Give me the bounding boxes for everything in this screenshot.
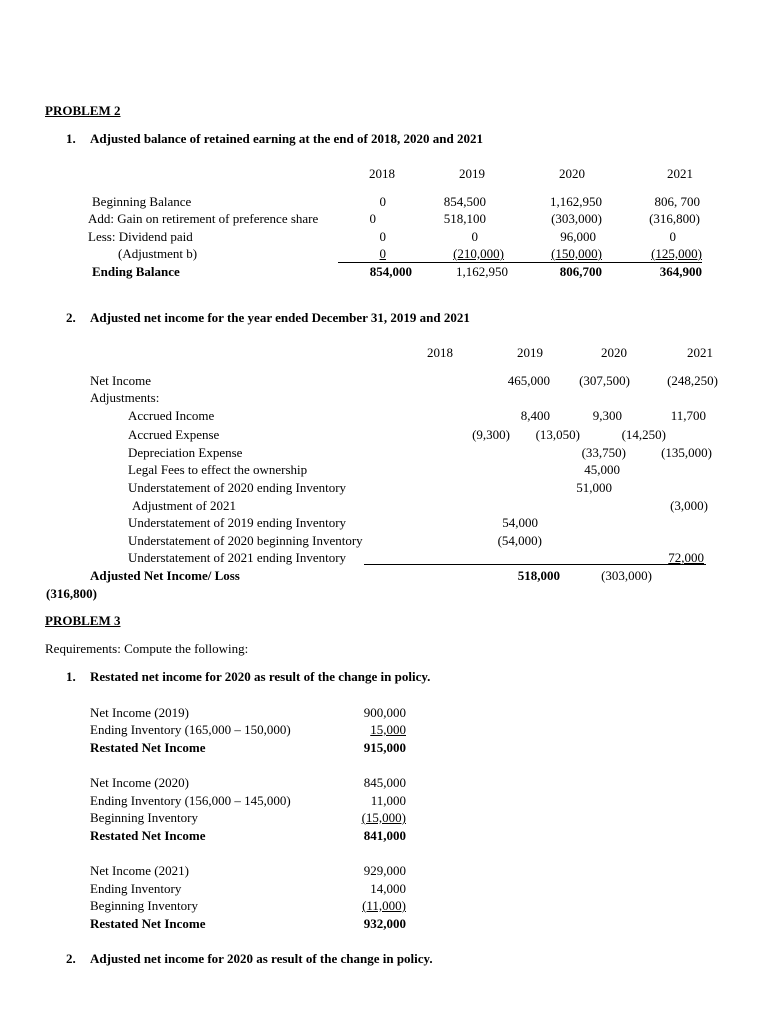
p3-value: (15,000) [361,810,406,825]
p3-value: 900,000 [363,705,406,720]
q1-cell: 0 [471,229,478,244]
q2-cell: (3,000) [670,498,708,513]
q1-cell: 854,500 [443,194,486,209]
q1-row-label: Beginning Balance [92,194,192,209]
q2-year-2018: 2018 [427,345,453,360]
q1-row-label: Less: Dividend paid [88,229,193,244]
q1-number: 1. [66,131,76,146]
q1-cell: 0 [669,229,676,244]
q2-cell: 8,400 [520,408,550,423]
p3-q2-heading: Adjusted net income for 2020 as result of the change in policy. [90,951,433,966]
q2-label: Accrued Expense [128,427,220,442]
q1-cell: 518,100 [443,211,486,226]
q2-year-2021: 2021 [687,345,713,360]
p3-value: 845,000 [363,775,406,790]
q2-label: Adjustments: [90,390,160,405]
q2-cell: 45,000 [584,462,620,477]
q1-cell: 854,000 [369,264,412,279]
p3-label: Restated Net Income [90,740,206,755]
p3-value: 932,000 [363,916,406,931]
q1-cell: (125,000) [651,246,702,261]
q2-adjusted-label: Adjusted Net Income/ Loss [90,568,240,583]
p3-label: Restated Net Income [90,916,206,931]
q1-year-2019: 2019 [459,166,485,181]
p3-value: 14,000 [370,881,406,896]
p3-label: Ending Inventory (165,000 – 150,000) [90,722,291,737]
q1-cell: (316,800) [649,211,700,226]
q2-label: Legal Fees to effect the ownership [128,462,308,477]
q2-label: Net Income [90,373,152,388]
p3-value: 841,000 [363,828,406,843]
q2-year-2019: 2019 [517,345,543,360]
q1-year-2018: 2018 [369,166,395,181]
q2-label: Understatement of 2020 ending Inventory [128,480,347,495]
q1-cell: (303,000) [551,211,602,226]
q2-cell: (13,050) [535,427,580,442]
q1-cell: 1,162,950 [550,194,602,209]
p3-label: Restated Net Income [90,828,206,843]
problem2-title: PROBLEM 2 [45,103,121,118]
q2-cell: (248,250) [667,373,718,388]
q2-label: Depreciation Expense [128,445,243,460]
q2-year-2020: 2020 [601,345,627,360]
p3-label: Beginning Inventory [90,810,198,825]
q1-cell: 806, 700 [654,194,700,209]
p3-label: Ending Inventory [90,881,182,896]
q1-heading: Adjusted balance of retained earning at the end of 2018, 2020 and 2021 [90,131,484,146]
q2-cell: 11,700 [670,408,706,423]
q2-cell: (9,300) [472,427,510,442]
q2-cell: 9,300 [592,408,622,423]
q2-cell: (316,800) [46,586,97,601]
q1-cell: 0 [379,194,386,209]
q1-cell: 364,900 [659,264,702,279]
q1-year-2020: 2020 [559,166,585,181]
q1-total-rule [338,262,702,263]
p3-value: 915,000 [363,740,406,755]
p3-value: 11,000 [370,793,406,808]
q2-cell: 518,000 [517,568,560,583]
p3-label: Net Income (2019) [90,705,189,720]
p3-label: Net Income (2020) [90,775,189,790]
q1-cell: 0 [379,229,386,244]
q1-cell: (210,000) [453,246,504,261]
q2-cell: (54,000) [497,533,542,548]
q1-row-label: Add: Gain on retirement of preference share [88,211,319,226]
p3-label: Ending Inventory (156,000 – 145,000) [90,793,291,808]
q1-cell: 806,700 [559,264,602,279]
q2-label: Understatement of 2020 beginning Inventory [128,533,363,548]
q1-row-label: (Adjustment b) [118,246,198,261]
q2-label: Understatement of 2019 ending Inventory [128,515,347,530]
q2-cell: 54,000 [502,515,538,530]
q2-cell: (33,750) [581,445,626,460]
q2-cell: (307,500) [579,373,630,388]
q2-cell: (303,000) [601,568,652,583]
p3-q2-number: 2. [66,951,76,966]
p3-q1-number: 1. [66,669,76,684]
q2-label: Adjustment of 2021 [132,498,236,513]
p3-label: Beginning Inventory [90,898,198,913]
q2-cell: (14,250) [621,427,666,442]
problem3-title: PROBLEM 3 [45,613,121,628]
q2-label: Understatement of 2021 ending Inventory [128,550,347,565]
q2-cell: 72,000 [668,550,704,565]
q2-number: 2. [66,310,76,325]
q1-year-2021: 2021 [667,166,693,181]
p3-q1-heading: Restated net income for 2020 as result of the change in policy. [90,669,431,684]
p3-value: 929,000 [363,863,406,878]
q2-cell: (135,000) [661,445,712,460]
q2-cell: 465,000 [507,373,550,388]
q2-label: Accrued Income [128,408,215,423]
q1-cell: 96,000 [560,229,596,244]
q2-cell: 51,000 [576,480,612,495]
q1-row-label: Ending Balance [92,264,180,279]
p3-label: Net Income (2021) [90,863,189,878]
q1-cell: 1,162,950 [456,264,508,279]
q1-cell: (150,000) [551,246,602,261]
q2-heading: Adjusted net income for the year ended December 31, 2019 and 2021 [90,310,470,325]
q1-cell: 0 [369,211,376,226]
problem3-requirements: Requirements: Compute the following: [45,641,249,656]
p3-value: 15,000 [370,722,406,737]
p3-value: (11,000) [362,898,406,913]
q1-cell: 0 [379,246,386,261]
